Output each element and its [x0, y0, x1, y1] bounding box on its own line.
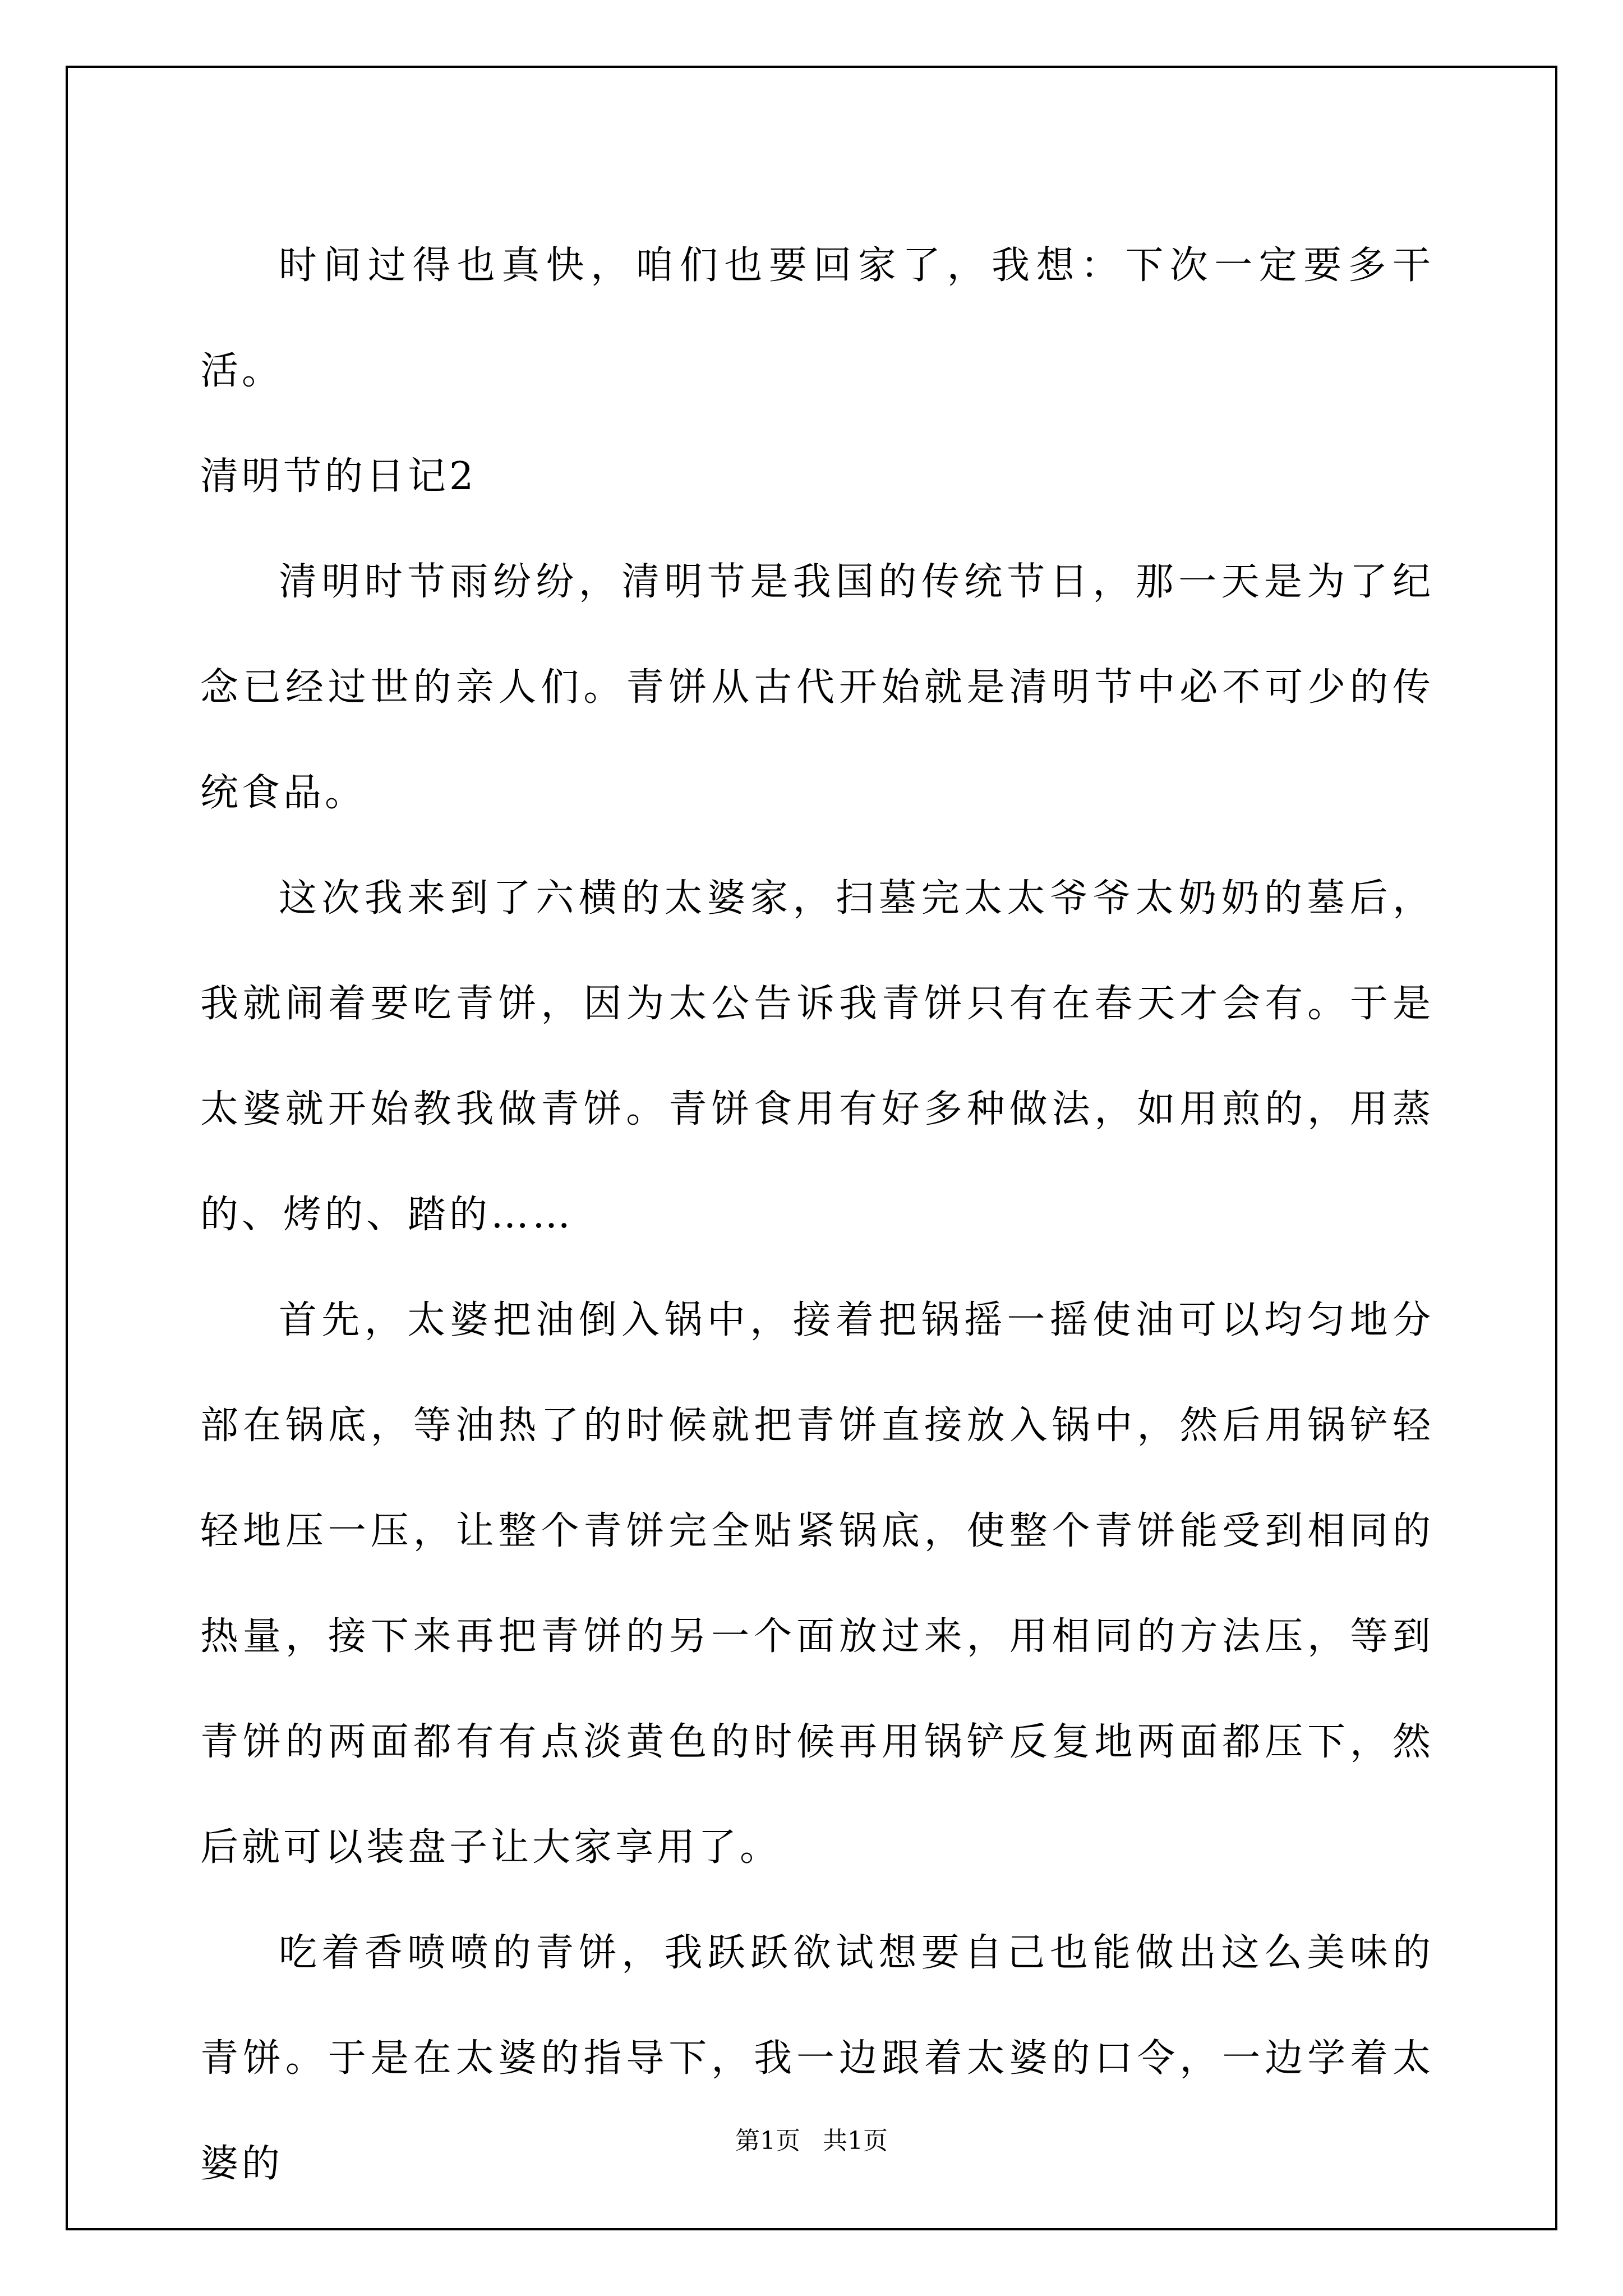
paragraph: 清明时节雨纷纷，清明节是我国的传统节日，那一天是为了纪念已经过世的亲人们。青饼从古代开始就是清明节中必不可少的传统食品。: [200, 560, 1434, 815]
page-total: 共1页: [823, 2127, 888, 2155]
paragraph: 吃着香喷喷的青饼，我跃跃欲试想要自己也能做出这么美味的青饼。于是在太婆的指导下，我一边跟着太婆的口令，一边学着太婆的: [200, 1931, 1434, 2186]
section-title: 清明节的日记2: [200, 454, 477, 499]
page-footer: [0, 2124, 1623, 2158]
page-number: 第1页: [735, 2127, 800, 2155]
paragraph: 这次我来到了六横的太婆家，扫墓完太太爷爷太奶奶的墓后，我就闹着要吃青饼，因为太公告诉我青饼只有在春天才会有。于是太婆就开始教我做青饼。青饼食用有好多种做法，如用煎的，用蒸的、烤的、踏的……: [200, 876, 1434, 1237]
document-body: [200, 213, 1434, 2217]
paragraph: 首先，太婆把油倒入锅中，接着把锅摇一摇使油可以均匀地分部在锅底，等油热了的时候就把青饼直接放入锅中，然后用锅铲轻轻地压一压，让整个青饼完全贴紧锅底，使整个青饼能受到相同的热量，接下来再把青饼的另一个面放过来，用相同的方法压，等到青饼的两面都有有点淡黄色的时候再用锅铲反复地两面都压下，然后就可以装盘子让大家享用了。: [200, 1298, 1434, 1870]
paragraph: 时间过得也真快，咱们也要回家了，我想：下次一定要多干活。: [200, 243, 1434, 393]
